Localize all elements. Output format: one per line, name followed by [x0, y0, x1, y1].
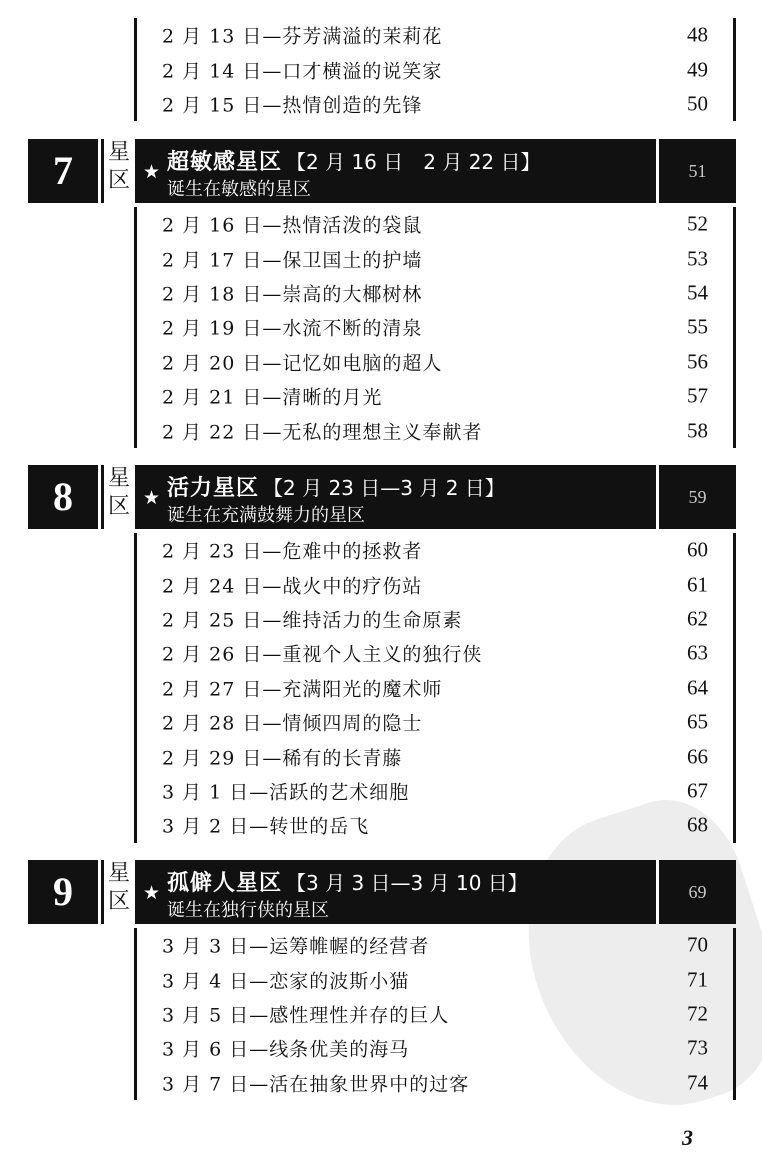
toc-entry[interactable] — [134, 207, 736, 241]
toc-entry[interactable] — [134, 636, 736, 670]
section-title-bar — [135, 139, 656, 203]
toc-entry[interactable] — [134, 87, 736, 121]
entry-title: 2 月 17 日—保卫国土的护墙 — [162, 249, 423, 272]
entry-page: 65 — [687, 709, 708, 734]
toc-entry[interactable] — [134, 962, 736, 996]
section-number: 8 — [28, 465, 98, 529]
entry-page: 49 — [687, 57, 708, 82]
toc-entry[interactable] — [134, 276, 736, 310]
toc-entry[interactable] — [134, 413, 736, 447]
section-subtitle: 诞生在独行侠的星区 — [167, 900, 329, 921]
section-header-7[interactable] — [28, 139, 736, 203]
section-subtitle: 诞生在敏感的星区 — [167, 179, 311, 200]
toc-entry[interactable] — [134, 345, 736, 379]
page-number: 3 — [682, 1125, 693, 1150]
entry-page: 68 — [687, 812, 708, 837]
section-header-9[interactable] — [28, 860, 736, 924]
entry-page: 63 — [687, 640, 708, 665]
section-page: 69 — [656, 860, 736, 924]
entry-page: 64 — [687, 675, 708, 700]
entry-page: 58 — [687, 418, 708, 443]
entry-title: 2 月 15 日—热情创造的先锋 — [162, 94, 423, 117]
entry-title: 3 月 3 日—运筹帷幄的经营者 — [162, 935, 430, 958]
entry-title: 2 月 19 日—水流不断的清泉 — [162, 317, 423, 340]
entry-title: 2 月 20 日—记忆如电脑的超人 — [162, 352, 443, 375]
toc-entry[interactable] — [134, 379, 736, 413]
entry-title: 2 月 21 日—清晰的月光 — [162, 386, 383, 409]
entry-title: 2 月 23 日—危难中的拯救者 — [162, 540, 423, 563]
toc-entry[interactable] — [134, 310, 736, 344]
entry-page: 54 — [687, 280, 708, 305]
entry-list-9 — [134, 928, 736, 1100]
entry-page: 67 — [687, 778, 708, 803]
entry-title: 2 月 28 日—情倾四周的隐士 — [162, 712, 423, 735]
entry-list-top — [134, 18, 736, 121]
entry-title: 2 月 22 日—无私的理想主义奉献者 — [162, 421, 483, 444]
star-icon: ★ — [143, 161, 161, 183]
zone-label: 星 区 — [101, 860, 138, 924]
entry-title: 2 月 27 日—充满阳光的魔术师 — [162, 678, 443, 701]
entry-page: 50 — [687, 91, 708, 116]
entry-title: 3 月 5 日—感性理性并存的巨人 — [162, 1004, 450, 1027]
entry-title: 2 月 16 日—热情活泼的袋鼠 — [162, 214, 423, 237]
entry-page: 55 — [687, 314, 708, 339]
entry-page: 56 — [687, 349, 708, 374]
toc-entry[interactable] — [134, 928, 736, 962]
entry-page: 57 — [687, 383, 708, 408]
entry-list-8 — [134, 533, 736, 843]
toc-entry[interactable] — [134, 1031, 736, 1065]
entry-page: 70 — [687, 932, 708, 957]
entry-page: 48 — [687, 22, 708, 47]
entry-page: 71 — [687, 967, 708, 992]
entry-title: 3 月 6 日—线条优美的海马 — [162, 1038, 410, 1061]
section-page: 51 — [656, 139, 736, 203]
entry-title: 2 月 29 日—稀有的长青藤 — [162, 747, 403, 770]
entry-page: 61 — [687, 572, 708, 597]
entry-page: 72 — [687, 1001, 708, 1026]
toc-entry[interactable] — [134, 1066, 736, 1100]
entry-title: 2 月 18 日—崇高的大椰树林 — [162, 283, 423, 306]
star-icon: ★ — [143, 882, 161, 904]
entry-title: 2 月 24 日—战火中的疗伤站 — [162, 575, 423, 598]
entry-page: 52 — [687, 211, 708, 236]
section-title: 超敏感星区 【2 月 16 日 2 月 22 日】 — [167, 150, 541, 175]
entry-page: 74 — [687, 1070, 708, 1095]
toc-entry[interactable] — [134, 774, 736, 808]
toc-entry[interactable] — [134, 808, 736, 842]
section-page: 59 — [656, 465, 736, 529]
entry-title: 3 月 1 日—活跃的艺术细胞 — [162, 781, 410, 804]
zone-label: 星 区 — [101, 139, 138, 203]
entry-title: 3 月 2 日—转世的岳飞 — [162, 815, 370, 838]
toc-entry[interactable] — [134, 602, 736, 636]
entry-page: 73 — [687, 1035, 708, 1060]
toc-entry[interactable] — [134, 671, 736, 705]
entry-page: 66 — [687, 744, 708, 769]
entry-page: 53 — [687, 246, 708, 271]
section-title-bar — [135, 860, 656, 924]
section-title-bar — [135, 465, 656, 529]
entry-title: 3 月 4 日—恋家的波斯小猫 — [162, 970, 410, 993]
toc-entry[interactable] — [134, 997, 736, 1031]
star-icon: ★ — [143, 487, 161, 509]
section-number: 9 — [28, 860, 98, 924]
toc-entry[interactable] — [134, 52, 736, 86]
entry-title: 2 月 13 日—芬芳满溢的茉莉花 — [162, 25, 443, 48]
toc-entry[interactable] — [134, 705, 736, 739]
entry-title: 2 月 25 日—维持活力的生命原素 — [162, 609, 463, 632]
entry-title: 3 月 7 日—活在抽象世界中的过客 — [162, 1073, 470, 1096]
toc-entry[interactable] — [134, 739, 736, 773]
toc-entry[interactable] — [134, 533, 736, 567]
entry-page: 62 — [687, 606, 708, 631]
entry-page: 60 — [687, 537, 708, 562]
zone-label: 星 区 — [101, 465, 138, 529]
entry-list-7 — [134, 207, 736, 448]
section-title: 活力星区 【2 月 23 日—3 月 2 日】 — [167, 476, 505, 501]
toc-entry[interactable] — [134, 18, 736, 52]
section-subtitle: 诞生在充满鼓舞力的星区 — [167, 505, 365, 526]
section-header-8[interactable] — [28, 465, 736, 529]
toc-entry[interactable] — [134, 567, 736, 601]
section-title: 孤僻人星区 【3 月 3 日—3 月 10 日】 — [167, 871, 528, 896]
toc-entry[interactable] — [134, 241, 736, 275]
entry-title: 2 月 14 日—口才横溢的说笑家 — [162, 60, 443, 83]
entry-title: 2 月 26 日—重视个人主义的独行侠 — [162, 643, 483, 666]
section-number: 7 — [28, 139, 98, 203]
